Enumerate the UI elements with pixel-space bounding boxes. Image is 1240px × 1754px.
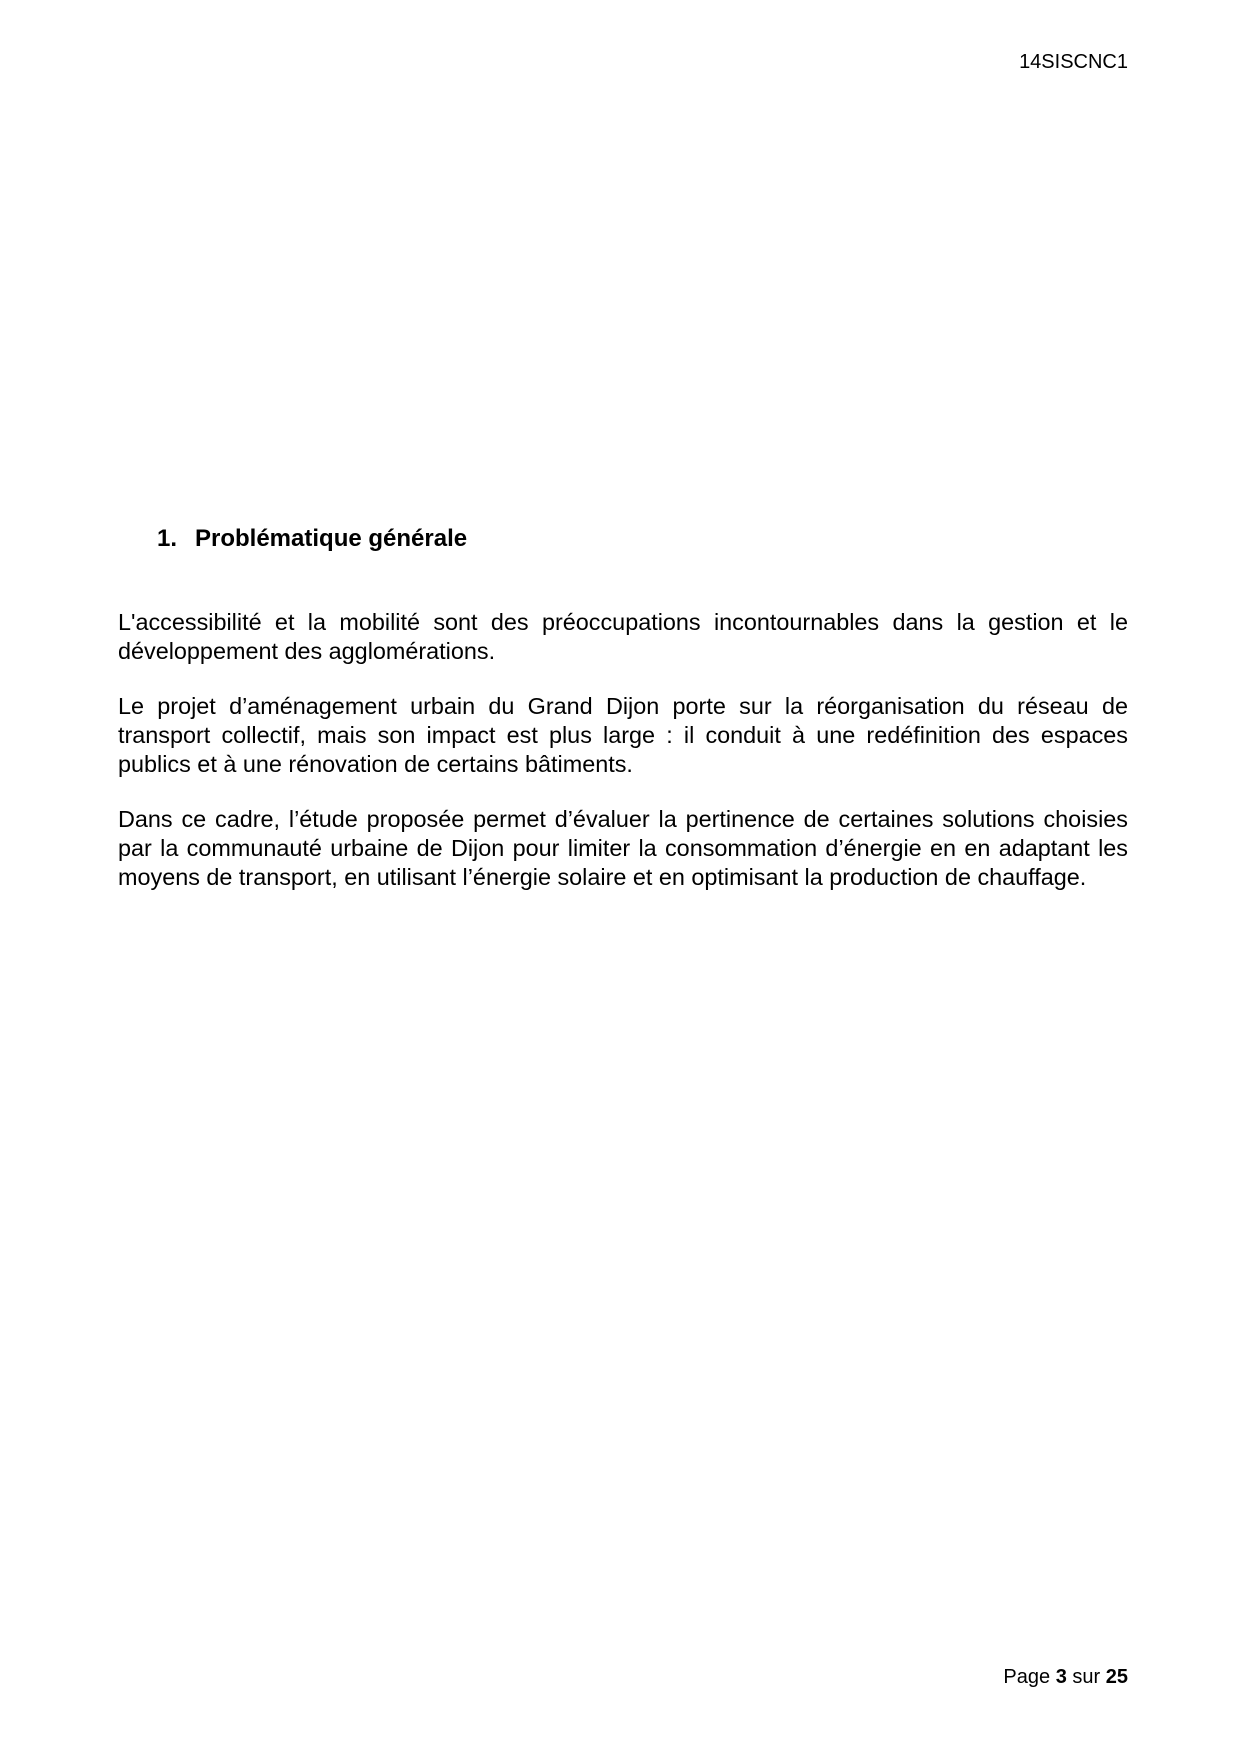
page-label: Page	[1003, 1666, 1051, 1688]
paragraph-2: Le projet d’aménagement urbain du Grand Dijon porte sur la réorganisation du réseau de transport collectif, mais son impact est plus large : il conduit à une redéfinition des espaces publics et à une rénovation de certains bâtiments.	[118, 693, 1128, 777]
of-label: sur	[1072, 1666, 1101, 1688]
document-code: 14SISCNC1	[1019, 51, 1128, 73]
section-number: 1.	[157, 525, 178, 552]
total-pages: 25	[1105, 1666, 1128, 1688]
current-page: 3	[1055, 1666, 1067, 1688]
page-number	[1003, 1665, 1128, 1689]
body-text	[118, 608, 1128, 918]
section-title: Problématique générale	[195, 525, 468, 552]
paragraph-1: L'accessibilité et la mobilité sont des préoccupations incontournables dans la gestion et le développement des agglomérations.	[118, 609, 1128, 664]
section-heading	[157, 524, 467, 554]
paragraph-3: Dans ce cadre, l’étude proposée permet d’évaluer la pertinence de certaines solutions choisies par la communauté urbaine de Dijon pour limiter la consommation d’énergie en en adaptant les moyens de transport, en utilisant l’énergie solaire et en optimisant la production de chauffage.	[118, 806, 1128, 890]
